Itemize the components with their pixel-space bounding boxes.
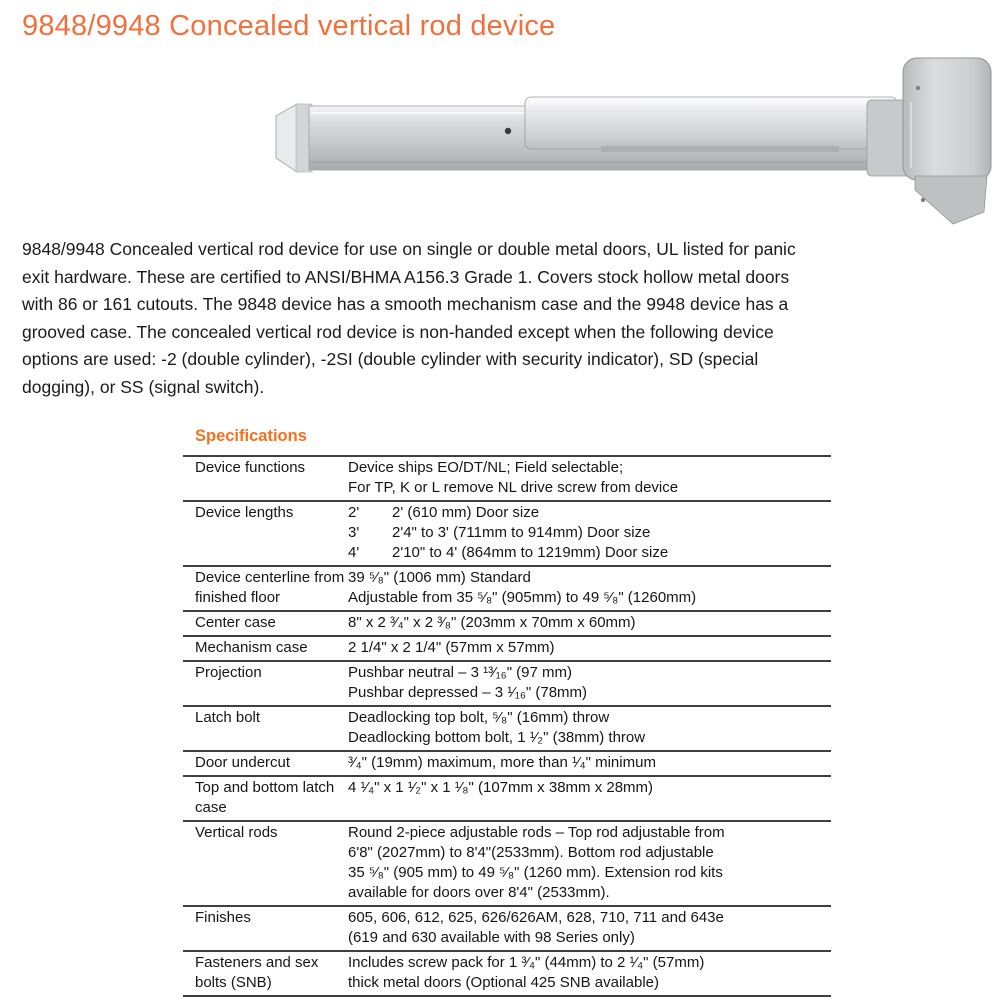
product-photo-exit-device <box>263 50 1000 238</box>
spec-value-line: Pushbar depressed – 3 ¹⁄₁₆" (78mm) <box>348 684 588 701</box>
spec-row-value <box>348 503 831 563</box>
spec-value-line: Deadlocking top bolt, ⁵⁄₈" (16mm) throw <box>348 709 610 726</box>
spec-row-value <box>348 823 831 903</box>
spec-value-line: 2 1/4" x 2 1/4" (57mm x 57mm) <box>348 639 555 656</box>
spec-value-line: For TP, K or L remove NL drive screw from device <box>348 479 679 496</box>
spec-row <box>183 820 831 905</box>
spec-row-label: Top and bottom latch case <box>195 779 335 816</box>
spec-row <box>183 775 831 820</box>
spec-value-line: Includes screw pack for 1 ³⁄₄" (44mm) to 2 ¹⁄₄" (57mm) <box>348 954 705 971</box>
spec-row-value <box>348 953 831 993</box>
spec-row-label: Fasteners and sex bolts (SNB) <box>195 954 319 991</box>
spec-value-line: Adjustable from 35 ⁵⁄₈" (905mm) to 49 ⁵⁄₈" (1260mm) <box>348 589 697 606</box>
spec-value-line: Round 2-piece adjustable rods – Top rod adjustable from <box>348 824 725 841</box>
spec-row <box>183 705 831 750</box>
spec-row-label: Mechanism case <box>195 639 308 656</box>
spec-row <box>183 455 831 500</box>
spec-row-value <box>348 778 831 818</box>
spec-row-label: Device functions <box>195 459 306 476</box>
spec-row-label: Door undercut <box>195 754 291 771</box>
spec-value-line: 4 ¹⁄₄" x 1 ¹⁄₂" x 1 ¹⁄₈" (107mm x 38mm x 28mm) <box>348 779 654 796</box>
spec-value-line <box>348 503 831 523</box>
spec-row-label: Device lengths <box>195 504 294 521</box>
exit-device-illustration <box>263 50 1000 238</box>
spec-row <box>183 610 831 635</box>
spec-row-label: Device centerline from finished floor <box>195 569 345 606</box>
spec-value-line: 605, 606, 612, 625, 626/626AM, 628, 710, 711 and 643e <box>348 909 724 926</box>
spec-length-text: 2' (610 mm) Door size <box>392 504 540 521</box>
spec-row-value <box>348 708 831 748</box>
device-left-end-cap <box>276 104 312 172</box>
device-rail-dot <box>505 128 511 134</box>
device-mechanism-head <box>903 58 991 224</box>
spec-row-label: Finishes <box>195 909 251 926</box>
spec-value-line: thick metal doors (Optional 425 SNB available) <box>348 974 659 991</box>
spec-row-value <box>348 908 831 948</box>
spec-row <box>183 750 831 775</box>
spec-value-line: ³⁄₄" (19mm) maximum, more than ¹⁄₄" minimum <box>348 754 656 771</box>
spec-row-value <box>348 753 831 773</box>
spec-length-key: 2' <box>348 504 360 521</box>
spec-value-line <box>348 523 831 543</box>
spec-length-key: 3' <box>348 524 360 541</box>
spec-row <box>183 565 831 610</box>
spec-value-line: 39 ⁵⁄₈" (1006 mm) Standard <box>348 569 531 586</box>
spec-value-line: Deadlocking bottom bolt, 1 ¹⁄₂" (38mm) throw <box>348 729 646 746</box>
spec-value-line: 6'8" (2027mm) to 8'4"(2533mm). Bottom rod adjustable <box>348 844 714 861</box>
spec-row <box>183 500 831 565</box>
specifications-heading: Specifications <box>195 427 307 445</box>
specifications-table <box>183 455 831 997</box>
spec-row-value <box>348 613 831 633</box>
spec-row-label: Latch bolt <box>195 709 261 726</box>
spec-row-value <box>348 663 831 703</box>
spec-value-line: available for doors over 8'4" (2533mm). <box>348 884 610 901</box>
spec-value-line: Pushbar neutral – 3 ¹³⁄₁₆" (97 mm) <box>348 664 573 681</box>
spec-row-value <box>348 568 831 608</box>
spec-value-line: Device ships EO/DT/NL; Field selectable; <box>348 459 624 476</box>
spec-length-text: 2'4" to 3' (711mm to 914mm) Door size <box>392 524 651 541</box>
spec-value-line: (619 and 630 available with 98 Series only) <box>348 929 635 946</box>
spec-row-label: Center case <box>195 614 276 631</box>
spec-row-value <box>348 458 831 498</box>
device-bottom-wing <box>915 176 987 224</box>
spec-row <box>183 635 831 660</box>
product-description: 9848/9948 Concealed vertical rod device for use on single or double metal doors, UL listed for panic exit hardware. These are certified to ANSI/BHMA A156.3 Grade 1. Covers stock hollow metal doors with 86 or 161 cutouts. The 9848 device has a smooth mechanism case and the 9948 device has a grooved case. The concealed vertical rod device is non-handed except when the following device options are used: -2 (double cylinder), -2SI (double cylinder with security indicator), SD (special dogging), or SS (signal switch). <box>22 239 796 397</box>
page-title: 9848/9948 Concealed vertical rod device <box>22 10 556 42</box>
spec-row <box>183 905 831 950</box>
spec-row-label: Projection <box>195 664 262 681</box>
device-pushbar <box>525 97 897 152</box>
spec-row <box>183 950 831 995</box>
spec-length-key: 4' <box>348 544 360 561</box>
spec-length-text: 2'10" to 4' (864mm to 1219mm) Door size <box>392 544 669 561</box>
spec-value-line: 35 ⁵⁄₈" (905 mm) to 49 ⁵⁄₈" (1260 mm). Extension rod kits <box>348 864 723 881</box>
spec-value-line: 8" x 2 ³⁄₄" x 2 ³⁄₈" (203mm x 70mm x 60mm) <box>348 614 636 631</box>
spec-row-label: Vertical rods <box>195 824 278 841</box>
spec-row-value <box>348 638 831 658</box>
spec-row <box>183 660 831 705</box>
spec-value-line <box>348 543 831 563</box>
